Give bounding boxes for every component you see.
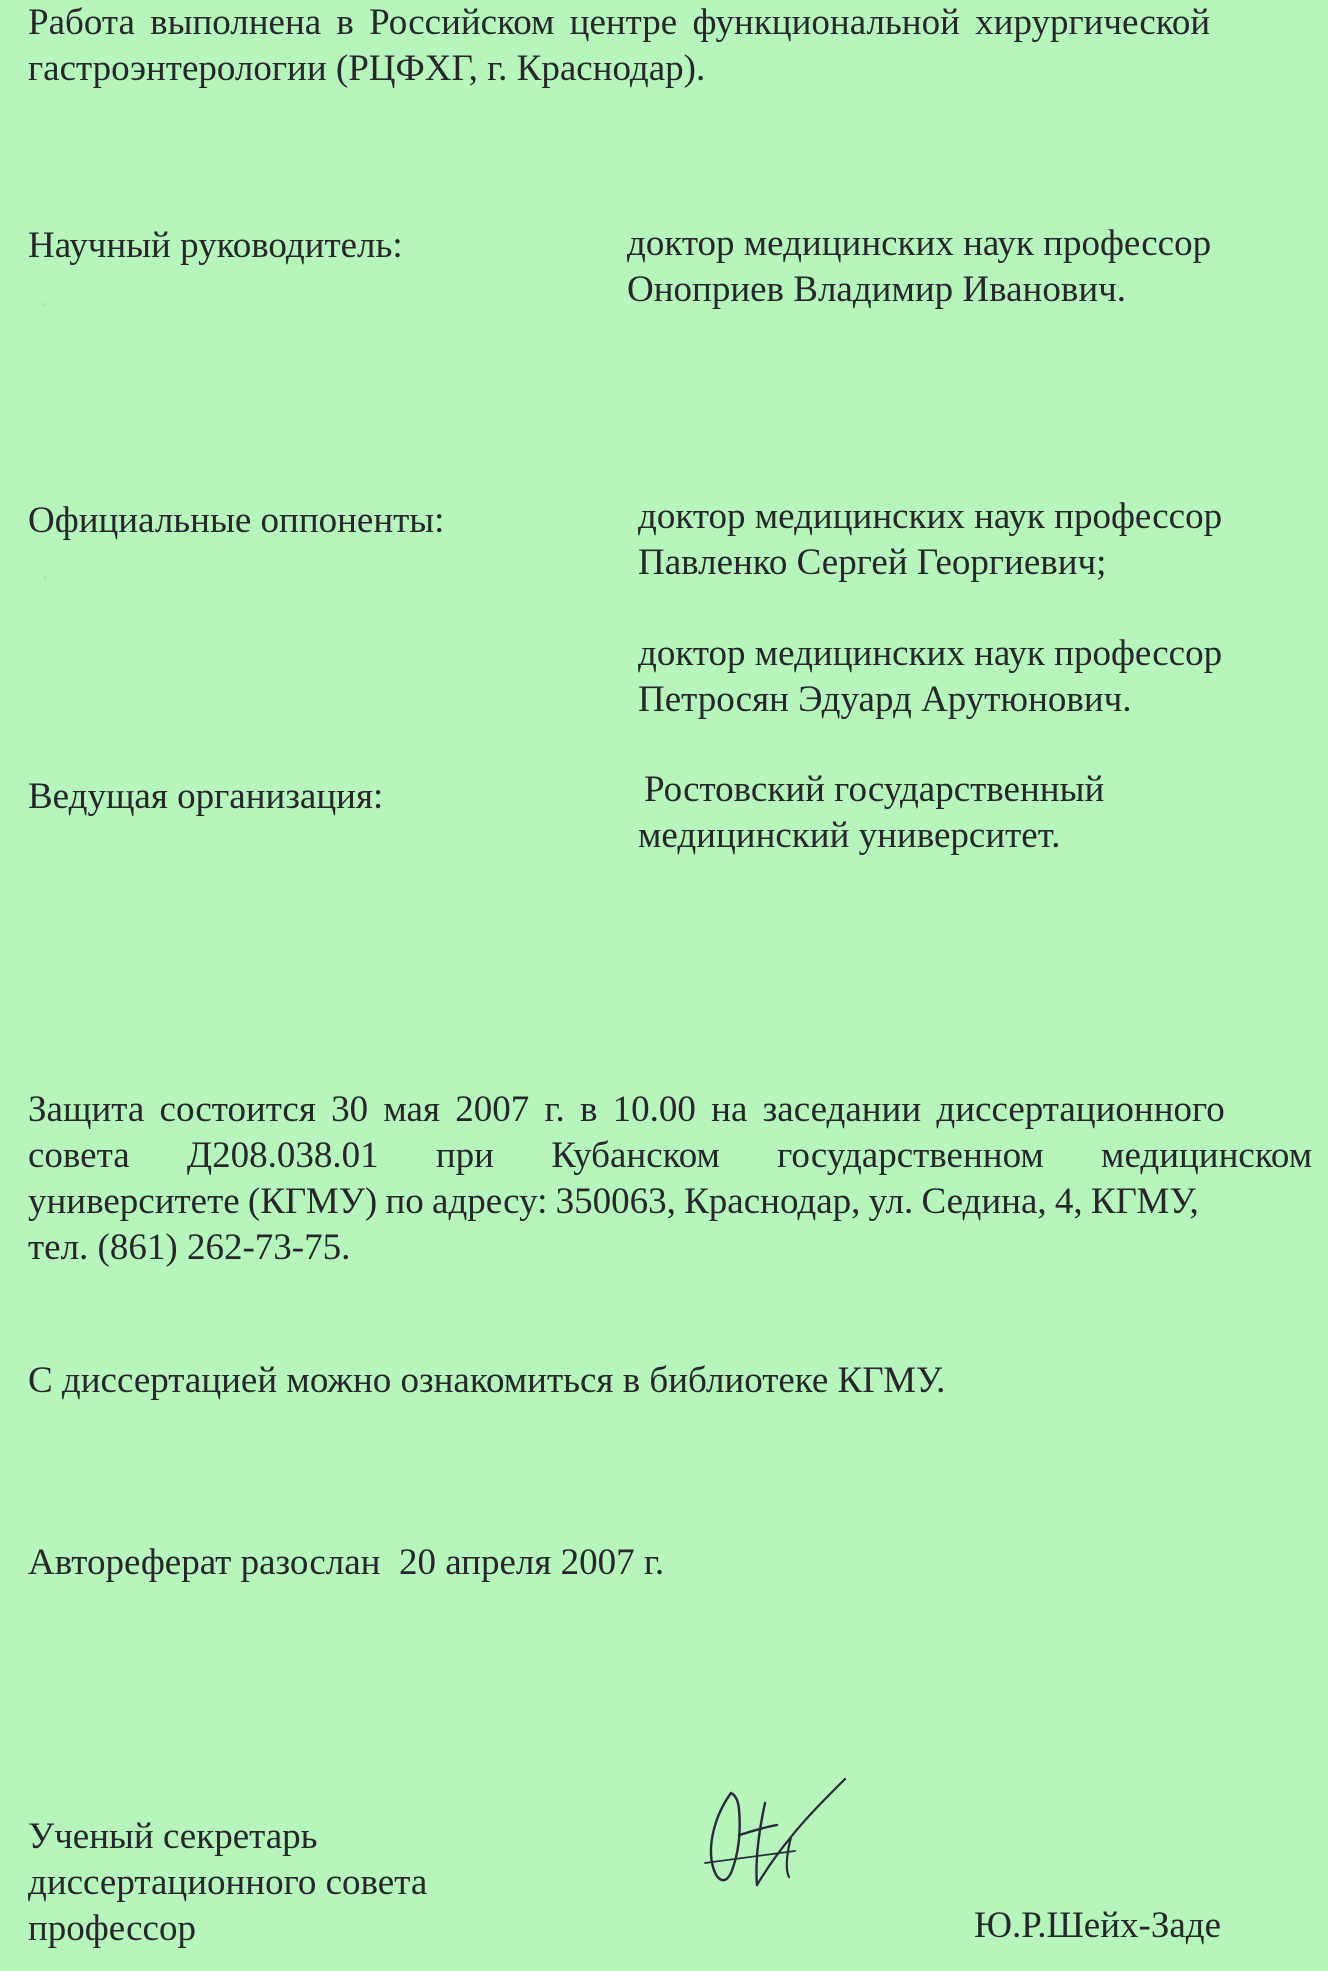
- abstract-sent-date: Автореферат разослан 20 апреля 2007 г.: [28, 1542, 665, 1583]
- opponent-2-name: Петросян Эдуард Арутюнович.: [638, 679, 1132, 720]
- leading-org-line-1: Ростовский государственный: [644, 769, 1105, 810]
- intro-paragraph: [28, 0, 1300, 92]
- opponent-1-name: Павленко Сергей Георгиевич;: [638, 542, 1107, 583]
- library-note: С диссертацией можно ознакомиться в библиотеке КГМУ.: [28, 1360, 946, 1401]
- opponent-1-details: [638, 494, 1222, 586]
- show-through-mark: ·: [40, 561, 50, 594]
- secretary-name: Ю.Р.Шейх-Заде: [974, 1905, 1222, 1946]
- secretary-title: [28, 1814, 427, 1952]
- secretary-line-2: диссертационного совета: [28, 1862, 428, 1903]
- supervisor-label: Научный руководитель:: [28, 225, 403, 266]
- intro-line-1: Работа выполнена в Российском центре функциональной хирургической: [28, 2, 1211, 43]
- defense-line-4: тел. (861) 262-73-75.: [28, 1227, 351, 1268]
- defense-line-2: совета Д208.038.01 при Кубанском государственном медицинском: [28, 1135, 1313, 1176]
- opponent-2-degree: доктор медицинских наук профессор: [638, 633, 1223, 674]
- secretary-line-3: профессор: [28, 1908, 196, 1949]
- defense-paragraph: [28, 1087, 1313, 1271]
- secretary-line-1: Ученый секретарь: [28, 1816, 318, 1857]
- opponent-2-details: [638, 631, 1222, 723]
- supervisor-details: [627, 221, 1211, 313]
- handwritten-signature: [695, 1775, 855, 1905]
- leading-org-label: Ведущая организация:: [28, 776, 384, 817]
- opponent-1-degree: доктор медицинских наук профессор: [638, 496, 1223, 537]
- leading-org-line-2: медицинский университет.: [638, 815, 1061, 856]
- defense-line-1: Защита состоится 30 мая 2007 г. в 10.00 на заседании диссертационного: [28, 1089, 1225, 1130]
- leading-org-details: [638, 767, 1104, 859]
- supervisor-name: Оноприев Владимир Иванович.: [627, 269, 1126, 310]
- show-through-mark: ·: [40, 288, 50, 321]
- intro-line-2: гастроэнтерологии (РЦФХГ, г. Краснодар).: [28, 48, 706, 89]
- defense-line-3: университете (КГМУ) по адресу: 350063, Краснодар, ул. Седина, 4, КГМУ,: [28, 1181, 1199, 1222]
- supervisor-degree: доктор медицинских наук профессор: [627, 223, 1212, 264]
- opponents-label: Официальные оппоненты:: [28, 500, 445, 541]
